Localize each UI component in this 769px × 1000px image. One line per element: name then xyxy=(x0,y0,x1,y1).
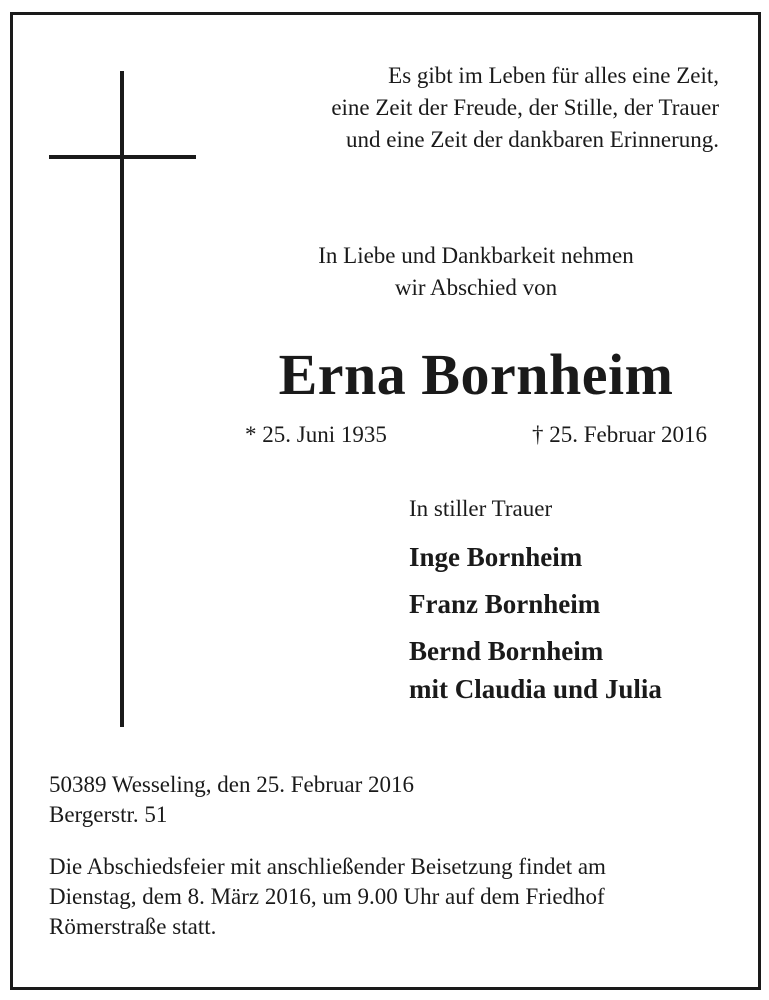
motto-line: Es gibt im Leben für alles eine Zeit, xyxy=(388,63,719,88)
mourner-name: Inge Bornheim xyxy=(409,542,583,572)
mourner-name: mit Claudia und Julia xyxy=(409,674,662,704)
mourner-name: Franz Bornheim xyxy=(409,589,601,619)
address-line: Bergerstr. 51 xyxy=(49,802,168,827)
service-line: Römerstraße statt. xyxy=(49,914,217,939)
motto-line: und eine Zeit der dankbaren Erinnerung. xyxy=(346,127,719,152)
intro-line: In Liebe und Dankbarkeit nehmen xyxy=(318,243,634,268)
farewell-intro xyxy=(236,240,716,304)
service-info xyxy=(49,852,729,942)
service-line: Dienstag, dem 8. März 2016, um 9.00 Uhr auf dem Friedhof xyxy=(49,884,605,909)
motto-line: eine Zeit der Freude, der Stille, der Trauer xyxy=(331,95,719,120)
service-line: Die Abschiedsfeier mit anschließender Beisetzung findet am xyxy=(49,854,606,879)
death-date: † 25. Februar 2016 xyxy=(531,422,707,447)
mourner-name: Bernd Bornheim xyxy=(409,636,604,666)
mourning-label: In stiller Trauer xyxy=(409,496,553,521)
address-line: 50389 Wesseling, den 25. Februar 2016 xyxy=(49,772,415,797)
birth-date: * 25. Juni 1935 xyxy=(245,422,387,447)
intro-line: wir Abschied von xyxy=(394,275,558,300)
motto-verse xyxy=(159,60,719,156)
deceased-name: Erna Bornheim xyxy=(278,342,674,407)
address-block xyxy=(49,770,414,830)
cross-icon xyxy=(120,71,124,727)
